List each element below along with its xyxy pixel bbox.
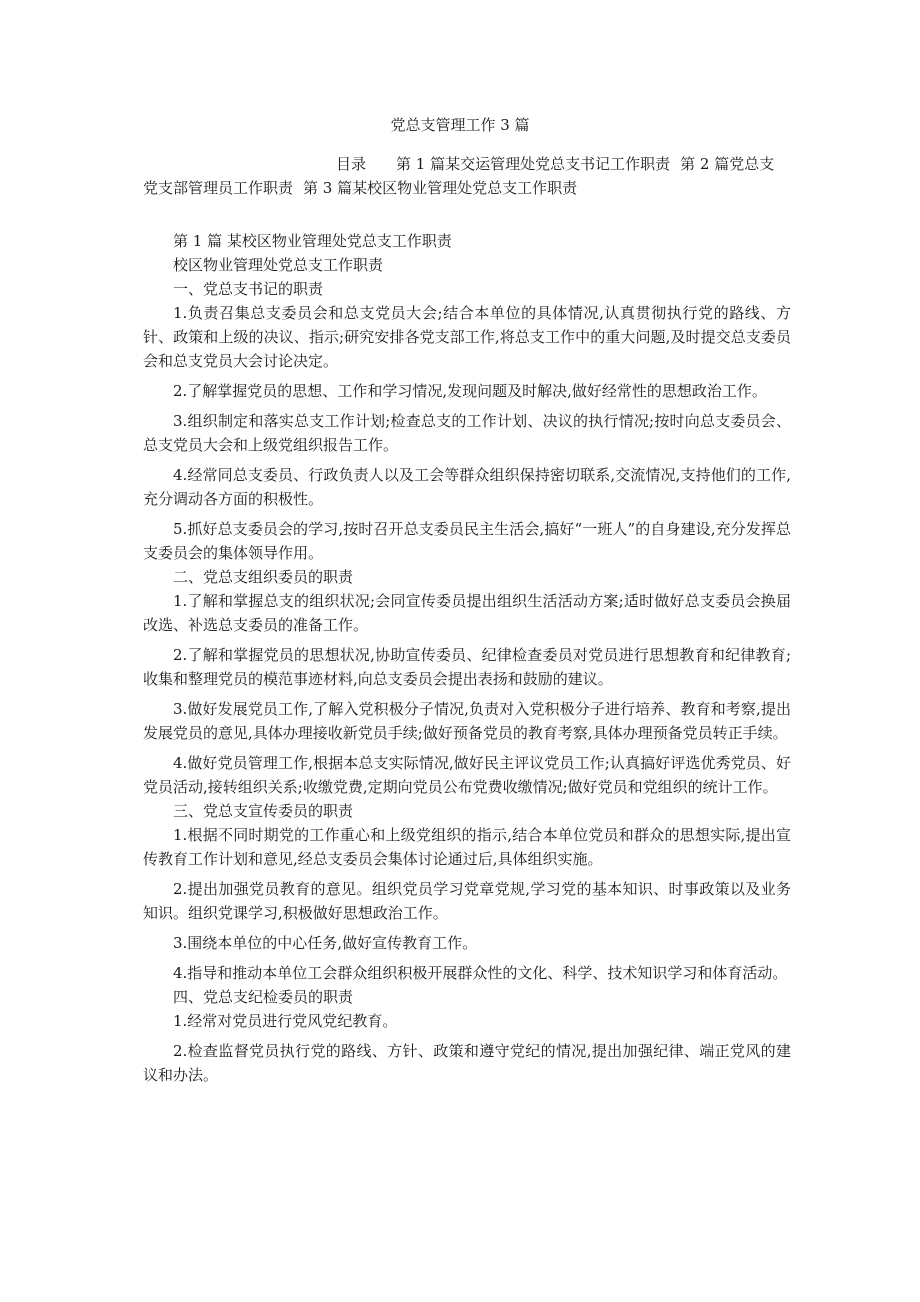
toc-entry-2[interactable]: 第 2 篇党总支党支部管理员工作职责 <box>143 155 775 197</box>
part-heading: 第 1 篇 某校区物业管理处党总支工作职责 <box>173 232 452 250</box>
paragraph: 1.经常对党员进行党风党纪教育。 <box>173 1012 398 1030</box>
paragraph: 1.根据不同时期党的工作重心和上级党组织的指示,结合本单位党员和群众的思想实际,提出宣传教育工作计划和意见,经总支委员会集体讨论通过后,具体组织实施。 <box>143 826 791 868</box>
paragraph: 1.负责召集总支委员会和总支党员大会;结合本单位的具体情况,认真贯彻执行党的路线、方针、政策和上级的决议、指示;研究安排各党支部工作,将总支工作中的重大问题,及时提交总支委员会和总支党员大会讨论决定。 <box>143 304 791 370</box>
paragraph: 3.做好发展党员工作,了解入党积极分子情况,负责对入党积极分子进行培养、教育和考察,提出发展党员的意见,具体办理接收新党员手续;做好预备党员的教育考察,具体办理预备党员转正手续。 <box>143 700 791 742</box>
section-heading-4: 四、党总支纪检委员的职责 <box>173 988 354 1006</box>
document-title: 党总支管理工作 3 篇 <box>390 116 530 134</box>
subtitle: 校区物业管理处党总支工作职责 <box>173 256 384 274</box>
document-body <box>143 229 791 1087</box>
paragraph: 5.抓好总支委员会的学习,按时召开总支委员民主生活会,搞好“一班人”的自身建设,充分发挥总支委员会的集体领导作用。 <box>143 520 791 562</box>
paragraph: 1.了解和掌握总支的组织状况;会同宣传委员提出组织生活活动方案;适时做好总支委员会换届改选、补选总支委员的准备工作。 <box>143 592 791 634</box>
section-heading-2: 二、党总支组织委员的职责 <box>173 568 354 586</box>
paragraph: 2.检查监督党员执行党的路线、方针、政策和遵守党纪的情况,提出加强纪律、端正党风的建议和办法。 <box>143 1042 791 1084</box>
paragraph: 2.了解掌握党员的思想、工作和学习情况,发现问题及时解决,做好经常性的思想政治工作。 <box>173 382 767 400</box>
paragraph: 3.围绕本单位的中心任务,做好宣传教育工作。 <box>173 934 478 952</box>
toc-label: 目录 <box>336 155 367 173</box>
toc-entry-1[interactable]: 第 1 篇某交运管理处党总支书记工作职责 <box>396 155 671 173</box>
paragraph: 4.做好党员管理工作,根据本总支实际情况,做好民主评议党员工作;认真搞好评选优秀党员、好党员活动,接转组织关系;收缴党费,定期向党员公布党费收缴情况;做好党员和党组织的统计工作。 <box>143 754 791 796</box>
paragraph: 3.组织制定和落实总支工作计划;检查总支的工作计划、决议的执行情况;按时向总支委员会、总支党员大会和上级党组织报告工作。 <box>143 412 791 454</box>
paragraph: 4.指导和推动本单位工会群众组织积极开展群众性的文化、科学、技术知识学习和体育活动。 <box>173 964 788 982</box>
paragraph: 2.了解和掌握党员的思想状况,协助宣传委员、纪律检查委员对党员进行思想教育和纪律教育;收集和整理党员的模范事迹材料,向总支委员会提出表扬和鼓励的建议。 <box>143 646 791 688</box>
table-of-contents <box>143 152 783 200</box>
section-heading-1: 一、党总支书记的职责 <box>173 280 324 298</box>
section-heading-3: 三、党总支宣传委员的职责 <box>173 802 354 820</box>
paragraph: 2.提出加强党员教育的意见。组织党员学习党章党规,学习党的基本知识、时事政策以及业务知识。组织党课学习,积极做好思想政治工作。 <box>143 880 791 922</box>
toc-entry-3[interactable]: 第 3 篇某校区物业管理处党总支工作职责 <box>303 179 578 197</box>
paragraph: 4.经常同总支委员、行政负责人以及工会等群众组织保持密切联系,交流情况,支持他们的工作,充分调动各方面的积极性。 <box>143 466 791 508</box>
